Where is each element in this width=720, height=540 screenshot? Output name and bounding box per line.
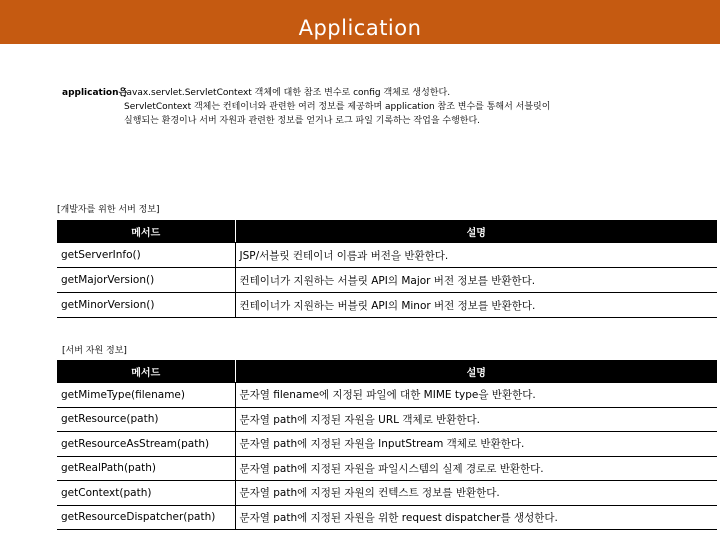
- description-cell: 문자열 path에 지정된 자원을 파일시스템의 실제 경로로 반환한다.: [235, 456, 717, 481]
- table-row: [57, 505, 717, 530]
- server-info-table: [57, 220, 717, 318]
- method-cell: getServerInfo(): [57, 243, 235, 268]
- description-cell: 컨테이너가 지원하는 서블릿 API의 Major 버전 정보를 반환한다.: [235, 268, 717, 293]
- intro-line: 실행되는 환경이나 서버 자원과 관련한 정보를 얻거나 로그 파일 기록하는 작업을 수행한다.: [124, 116, 481, 126]
- header-method: 메서드: [57, 221, 235, 243]
- intro-key: application은: [62, 88, 128, 98]
- description-cell: 문자열 path에 지정된 자원을 위한 request dispatcher를 생성한다.: [235, 505, 717, 530]
- intro-line: javax.servlet.ServletContext 객체에 대한 참조 변수로 config 객체로 생성한다.: [124, 88, 451, 98]
- table-row: [57, 432, 717, 457]
- resource-info-label: [서버 자원 정보]: [62, 346, 127, 356]
- method-cell: getResourceDispatcher(path): [57, 505, 235, 530]
- description-cell: 문자열 path에 지정된 자원의 컨텍스트 정보를 반환한다.: [235, 481, 717, 506]
- table-row: [57, 456, 717, 481]
- table-row: [57, 293, 717, 318]
- method-cell: getResourceAsStream(path): [57, 432, 235, 457]
- title-bar: [0, 0, 720, 44]
- method-cell: getMinorVersion(): [57, 293, 235, 318]
- description-cell: 문자열 path에 지정된 자원을 URL 객체로 반환한다.: [235, 407, 717, 432]
- description-cell: 문자열 filename에 지정된 파일에 대한 MIME type을 반환한다.: [235, 383, 717, 408]
- page-title: Application: [298, 16, 422, 40]
- description-cell: 컨테이너가 지원하는 버블릿 API의 Minor 버전 정보를 반환한다.: [235, 293, 717, 318]
- description-cell: 문자열 path에 지정된 자원을 InputStream 객체로 반환한다.: [235, 432, 717, 457]
- resource-info-table: [57, 360, 717, 530]
- table-header-row: [57, 361, 717, 383]
- method-cell: getRealPath(path): [57, 456, 235, 481]
- method-cell: getResource(path): [57, 407, 235, 432]
- method-cell: getMajorVersion(): [57, 268, 235, 293]
- intro-line: ServletContext 객체는 컨테이너와 관련한 여러 정보를 제공하며 application 참조 변수를 통해서 서블릿이: [124, 102, 551, 112]
- header-description: 설명: [235, 221, 717, 243]
- table-row: [57, 243, 717, 268]
- method-cell: getContext(path): [57, 481, 235, 506]
- table-row: [57, 481, 717, 506]
- header-description: 설명: [235, 361, 717, 383]
- table-row: [57, 407, 717, 432]
- method-cell: getMimeType(filename): [57, 383, 235, 408]
- header-method: 메서드: [57, 361, 235, 383]
- table-row: [57, 383, 717, 408]
- table-header-row: [57, 221, 717, 243]
- description-cell: JSP/서블릿 컨테이너 이름과 버전을 반환한다.: [235, 243, 717, 268]
- intro-text: [124, 86, 684, 128]
- server-info-label: [개발자를 위한 서버 정보]: [57, 205, 160, 215]
- table-row: [57, 268, 717, 293]
